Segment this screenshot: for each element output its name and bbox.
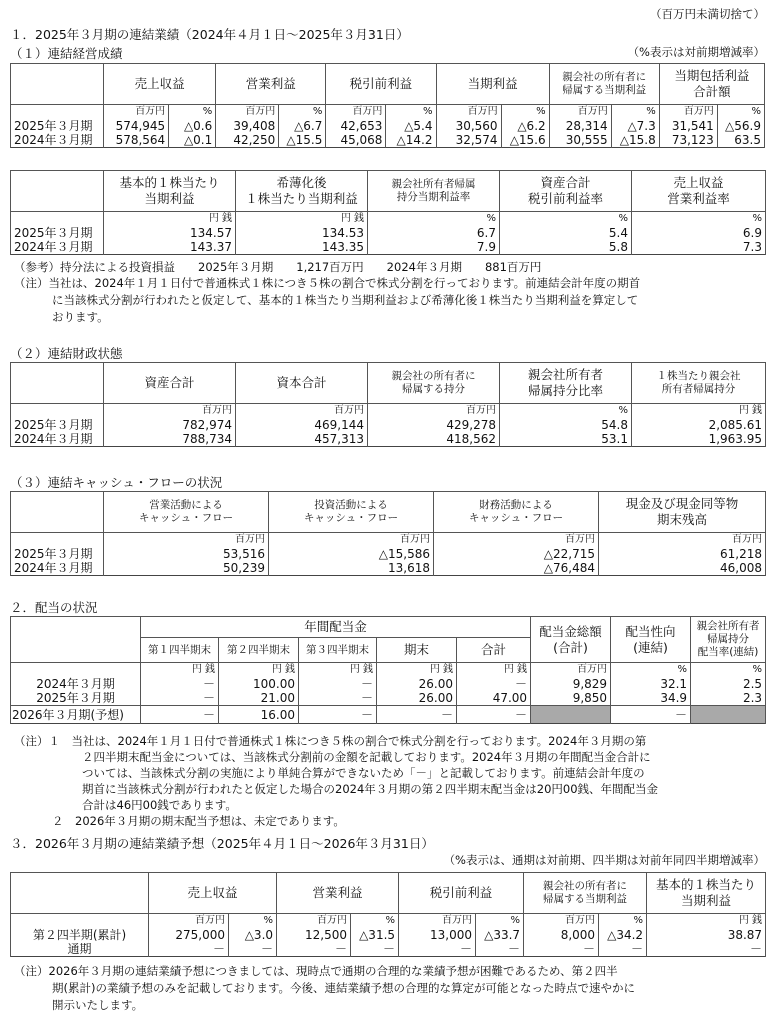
table-cell: △15.6 bbox=[501, 133, 549, 148]
table-cell: △31.5 bbox=[351, 928, 399, 942]
column-header: 当期包括利益 合計額 bbox=[659, 64, 764, 105]
table-cell: 275,000 bbox=[149, 928, 229, 942]
row-label: 2024年３月期 bbox=[11, 240, 104, 255]
table-cell: 457,313 bbox=[236, 432, 368, 447]
column-header: 売上収益 bbox=[104, 64, 216, 105]
table-cell: 53,516 bbox=[104, 547, 269, 561]
row-label: 2025年３月期 bbox=[11, 418, 104, 432]
unit-label: % bbox=[229, 914, 277, 929]
table-row bbox=[11, 677, 766, 691]
table-cell: 42,250 bbox=[216, 133, 279, 148]
column-header: 税引前利益 bbox=[326, 64, 436, 105]
column-header: 営業利益 bbox=[277, 873, 399, 914]
units-row bbox=[11, 914, 766, 929]
unit-label: 円 銭 bbox=[647, 914, 766, 929]
note-line: 期(累計)の業績予想のみを記載しております。今後、連結業績予想の合理的な算定が可能となった時点で速やかに bbox=[52, 981, 636, 995]
row-label: 2026年３月期(予想) bbox=[11, 706, 141, 724]
table-cell: 63.5 bbox=[717, 133, 764, 148]
table-cell: 16.00 bbox=[219, 706, 299, 724]
column-header: 合計 bbox=[457, 638, 531, 663]
table-cell: 143.37 bbox=[104, 240, 236, 255]
note-line: （注）１ 当社は、2024年１月１日付で普通株式１株につき５株の割合で株式分割を行っております。2024年３月期の第 bbox=[14, 734, 647, 748]
table-cell: 5.4 bbox=[500, 226, 632, 240]
column-header bbox=[11, 617, 141, 663]
table-cell: △15,586 bbox=[269, 547, 434, 561]
table-cell: 469,144 bbox=[236, 418, 368, 432]
table-cell: 47.00 bbox=[457, 691, 531, 706]
table-row bbox=[11, 240, 766, 255]
column-header: 営業利益 bbox=[216, 64, 326, 105]
table-cell: － bbox=[457, 706, 531, 724]
column-header bbox=[11, 171, 104, 212]
table-cell: △7.3 bbox=[611, 119, 659, 133]
subsection-3-title: （３）連結キャッシュ・フローの状況 bbox=[10, 475, 223, 490]
column-header: 希薄化後 １株当たり当期利益 bbox=[236, 171, 368, 212]
column-header: 親会社の所有者に 帰属する当期利益 bbox=[549, 64, 659, 105]
note-line: ２四半期末配当金については、当該株式分割前の金額を記載しております。2024年３月期の年間配当金合計に bbox=[82, 750, 651, 764]
table-cell: △22,715 bbox=[434, 547, 599, 561]
column-header: 配当金総額 (合計) bbox=[531, 617, 611, 663]
column-header: 当期利益 bbox=[436, 64, 549, 105]
per-share-table bbox=[10, 170, 766, 255]
cash-flow-table bbox=[10, 491, 766, 576]
unit-label: % bbox=[599, 914, 647, 929]
section-2-title: ２．配当の状況 bbox=[10, 600, 98, 615]
note-line: おります。 bbox=[52, 310, 109, 324]
column-header: 売上収益 営業利益率 bbox=[632, 171, 766, 212]
note-s2 bbox=[14, 733, 658, 829]
column-header: 投資活動による キャッシュ・フロー bbox=[269, 492, 434, 533]
note-s1 bbox=[14, 275, 640, 326]
table-cell: 26.00 bbox=[377, 677, 457, 691]
note-line: （注）当社は、2024年１月１日付で普通株式１株につき５株の割合で株式分割を行っております。前連結会計年度の期首 bbox=[14, 276, 641, 290]
header-row bbox=[11, 873, 766, 914]
column-header bbox=[11, 873, 149, 914]
reference-equity-method: （参考）持分法による投資損益 2025年３月期 1,217百万円 2024年３月期 881百万円 bbox=[14, 260, 542, 274]
table-cell: 2.3 bbox=[691, 691, 766, 706]
column-header: 年間配当金 bbox=[141, 617, 531, 638]
unit-label: 円 銭 bbox=[236, 212, 368, 227]
header-row bbox=[11, 171, 766, 212]
unit-label: 百万円 bbox=[104, 105, 169, 120]
table-cell: － bbox=[524, 942, 599, 957]
table-cell: △3.0 bbox=[229, 928, 277, 942]
unit-label bbox=[11, 212, 104, 227]
table-cell: 8,000 bbox=[524, 928, 599, 942]
subsection-1-note: （%表示は対前期増減率） bbox=[627, 45, 765, 59]
table-row bbox=[11, 133, 765, 148]
table-cell: △6.2 bbox=[501, 119, 549, 133]
column-header: 親会社所有者帰属 持分当期利益率 bbox=[368, 171, 500, 212]
units-row bbox=[11, 105, 765, 120]
table-cell: 7.3 bbox=[632, 240, 766, 255]
table-cell: 46,008 bbox=[599, 561, 766, 576]
unit-label: % bbox=[351, 914, 399, 929]
table-cell: 30,560 bbox=[436, 119, 501, 133]
unit-label: 百万円 bbox=[599, 533, 766, 548]
column-header: 税引前利益 bbox=[399, 873, 524, 914]
note-line: に当該株式分割が行われたと仮定して、基本的１株当たり当期利益および希薄化後１株当たり当期利益を算定して bbox=[52, 293, 639, 307]
column-header: 親会社の所有者に 帰属する当期利益 bbox=[524, 873, 647, 914]
table-cell: 32,574 bbox=[436, 133, 501, 148]
column-header: 配当性向 (連結) bbox=[611, 617, 691, 663]
table-cell: 38.87 bbox=[647, 928, 766, 942]
table-cell: 12,500 bbox=[277, 928, 351, 942]
table-cell: △15.8 bbox=[611, 133, 659, 148]
unit-label: 百万円 bbox=[434, 533, 599, 548]
column-header: 基本的１株当たり 当期利益 bbox=[647, 873, 766, 914]
financial-position-table bbox=[10, 362, 766, 447]
table-row bbox=[11, 928, 766, 942]
note-line: 合計は46円00銭であります。 bbox=[82, 798, 237, 812]
table-cell: △34.2 bbox=[599, 928, 647, 942]
note-line: 開示いたします。 bbox=[52, 998, 144, 1012]
column-header: 第１四半期末 bbox=[141, 638, 219, 663]
unit-label bbox=[11, 404, 104, 419]
table-row bbox=[11, 561, 766, 576]
table-cell: － bbox=[299, 691, 377, 706]
table-row bbox=[11, 547, 766, 561]
unit-label: 百万円 bbox=[659, 105, 717, 120]
unit-label bbox=[11, 914, 149, 929]
table-row bbox=[11, 418, 766, 432]
table-cell: 50,239 bbox=[104, 561, 269, 576]
table-cell: 134.53 bbox=[236, 226, 368, 240]
note-line: ２ 2026年３月期の期末配当予想は、未定であります。 bbox=[52, 814, 345, 828]
table-cell: － bbox=[476, 942, 524, 957]
unit-label: 百万円 bbox=[326, 105, 386, 120]
table-cell bbox=[531, 706, 611, 724]
table-cell: － bbox=[299, 677, 377, 691]
unit-label: % bbox=[501, 105, 549, 120]
table-cell: － bbox=[141, 677, 219, 691]
table-row bbox=[11, 432, 766, 447]
column-header: 現金及び現金同等物 期末残高 bbox=[599, 492, 766, 533]
unit-label: % bbox=[169, 105, 216, 120]
row-label: 2024年３月期 bbox=[11, 677, 141, 691]
note-line: （注）2026年３月期の連結業績予想につきましては、現時点で通期の合理的な業績予想が困難であるため、第２四半 bbox=[14, 964, 618, 978]
subsection-2-title: （２）連結財政状態 bbox=[10, 346, 123, 361]
table-cell: 1,963.95 bbox=[632, 432, 766, 447]
section-1-title: １．2025年３月期の連結業績（2024年４月１日～2025年３月31日） bbox=[10, 27, 409, 42]
table-cell: △33.7 bbox=[476, 928, 524, 942]
table-cell: － bbox=[457, 677, 531, 691]
row-label: 通期 bbox=[11, 942, 149, 957]
unit-label: 百万円 bbox=[368, 404, 500, 419]
unit-label: 百万円 bbox=[277, 914, 351, 929]
forecast-table bbox=[10, 872, 766, 957]
row-label: 2024年３月期 bbox=[11, 432, 104, 447]
note-line: 期首に当該株式分割が行われたと仮定した場合の2024年３月期の第２四半期末配当金は20円00銭、年間配当金 bbox=[82, 782, 659, 796]
table-cell: △14.2 bbox=[386, 133, 436, 148]
table-cell: 6.7 bbox=[368, 226, 500, 240]
table-cell: － bbox=[299, 706, 377, 724]
table-cell: 39,408 bbox=[216, 119, 279, 133]
row-label: 第２四半期(累計) bbox=[11, 928, 149, 942]
column-header: 基本的１株当たり 当期利益 bbox=[104, 171, 236, 212]
table-cell: － bbox=[599, 942, 647, 957]
unit-note: （百万円未満切捨て） bbox=[650, 7, 765, 21]
table-cell: 13,618 bbox=[269, 561, 434, 576]
header-row bbox=[11, 492, 766, 533]
column-header: 親会社所有者 帰属持分 配当率(連結) bbox=[691, 617, 766, 663]
unit-label: % bbox=[279, 105, 326, 120]
table-cell: 788,734 bbox=[104, 432, 236, 447]
table-cell: 418,562 bbox=[368, 432, 500, 447]
table-cell: 54.8 bbox=[500, 418, 632, 432]
unit-label: % bbox=[691, 663, 766, 678]
table-cell: － bbox=[141, 706, 219, 724]
table-cell: △0.1 bbox=[169, 133, 216, 148]
units-row bbox=[11, 212, 766, 227]
unit-label: % bbox=[611, 105, 659, 120]
row-label: 2025年３月期 bbox=[11, 119, 104, 133]
unit-label: % bbox=[500, 404, 632, 419]
column-header bbox=[11, 363, 104, 404]
table-cell: － bbox=[377, 706, 457, 724]
column-header bbox=[11, 64, 104, 105]
table-cell: － bbox=[277, 942, 351, 957]
table-row bbox=[11, 942, 766, 957]
table-cell: 2,085.61 bbox=[632, 418, 766, 432]
table-cell: 578,564 bbox=[104, 133, 169, 148]
table-cell: △76,484 bbox=[434, 561, 599, 576]
table-cell: △15.5 bbox=[279, 133, 326, 148]
note-s3 bbox=[14, 963, 635, 1014]
column-header: 親会社所有者 帰属持分比率 bbox=[500, 363, 632, 404]
table-cell: 30,555 bbox=[549, 133, 611, 148]
unit-label bbox=[11, 663, 141, 678]
table-cell bbox=[691, 706, 766, 724]
unit-label: % bbox=[368, 212, 500, 227]
table-cell: 31,541 bbox=[659, 119, 717, 133]
unit-label: 百万円 bbox=[216, 105, 279, 120]
header-row bbox=[11, 617, 766, 638]
unit-label: 円 銭 bbox=[219, 663, 299, 678]
column-header: 売上収益 bbox=[149, 873, 277, 914]
consolidated-results-table bbox=[10, 63, 765, 148]
header-row bbox=[11, 64, 765, 105]
unit-label: % bbox=[386, 105, 436, 120]
dividend-table bbox=[10, 616, 766, 724]
unit-label: 百万円 bbox=[149, 914, 229, 929]
unit-label: 円 銭 bbox=[377, 663, 457, 678]
table-cell: 143.35 bbox=[236, 240, 368, 255]
column-header: 資本合計 bbox=[236, 363, 368, 404]
unit-label: % bbox=[717, 105, 764, 120]
table-cell: － bbox=[141, 691, 219, 706]
column-header: 資産合計 税引前利益率 bbox=[500, 171, 632, 212]
forecast-row bbox=[11, 706, 766, 724]
unit-label: 百万円 bbox=[436, 105, 501, 120]
column-header: 親会社の所有者に 帰属する持分 bbox=[368, 363, 500, 404]
section-3-title: ３．2026年３月期の連結業績予想（2025年４月１日～2026年３月31日） bbox=[10, 836, 434, 851]
table-cell: 53.1 bbox=[500, 432, 632, 447]
table-cell: － bbox=[647, 942, 766, 957]
subsection-1-title: （１）連結経営成績 bbox=[10, 46, 123, 61]
units-row bbox=[11, 404, 766, 419]
column-header: 第３四半期末 bbox=[299, 638, 377, 663]
table-cell: － bbox=[149, 942, 229, 957]
unit-label bbox=[11, 105, 104, 120]
unit-label: % bbox=[500, 212, 632, 227]
column-header: 第２四半期末 bbox=[219, 638, 299, 663]
note-line: ついては、当該株式分割の実施により単純合算ができないため「－」と記載しております。前連結会計年度の bbox=[82, 766, 645, 780]
table-cell: 42,653 bbox=[326, 119, 386, 133]
column-header: １株当たり親会社 所有者帰属持分 bbox=[632, 363, 766, 404]
table-cell: △6.7 bbox=[279, 119, 326, 133]
table-cell: 2.5 bbox=[691, 677, 766, 691]
row-label: 2025年３月期 bbox=[11, 226, 104, 240]
units-row bbox=[11, 663, 766, 678]
table-cell: 7.9 bbox=[368, 240, 500, 255]
table-cell: △0.6 bbox=[169, 119, 216, 133]
units-row bbox=[11, 533, 766, 548]
unit-label: 百万円 bbox=[531, 663, 611, 678]
unit-label: 百万円 bbox=[104, 533, 269, 548]
unit-label: 円 銭 bbox=[632, 404, 766, 419]
unit-label: % bbox=[611, 663, 691, 678]
table-cell: 45,068 bbox=[326, 133, 386, 148]
unit-label: 円 銭 bbox=[104, 212, 236, 227]
row-label: 2024年３月期 bbox=[11, 561, 104, 576]
table-cell: △56.9 bbox=[717, 119, 764, 133]
table-cell: 9,829 bbox=[531, 677, 611, 691]
unit-label: 百万円 bbox=[269, 533, 434, 548]
unit-label: 円 銭 bbox=[457, 663, 531, 678]
row-label: 2024年３月期 bbox=[11, 133, 104, 148]
unit-label: 円 銭 bbox=[141, 663, 219, 678]
table-cell: 134.57 bbox=[104, 226, 236, 240]
table-cell: 6.9 bbox=[632, 226, 766, 240]
unit-label: 百万円 bbox=[524, 914, 599, 929]
table-cell: 5.8 bbox=[500, 240, 632, 255]
table-cell: － bbox=[351, 942, 399, 957]
table-cell: 574,945 bbox=[104, 119, 169, 133]
table-cell: 21.00 bbox=[219, 691, 299, 706]
table-cell: 429,278 bbox=[368, 418, 500, 432]
column-header: 資産合計 bbox=[104, 363, 236, 404]
table-cell: － bbox=[399, 942, 476, 957]
table-cell: 9,850 bbox=[531, 691, 611, 706]
unit-label: 百万円 bbox=[399, 914, 476, 929]
table-row bbox=[11, 691, 766, 706]
table-cell: 28,314 bbox=[549, 119, 611, 133]
unit-label: 百万円 bbox=[104, 404, 236, 419]
table-cell: 26.00 bbox=[377, 691, 457, 706]
row-label: 2025年３月期 bbox=[11, 547, 104, 561]
unit-label: % bbox=[632, 212, 766, 227]
header-row bbox=[11, 363, 766, 404]
unit-label: 円 銭 bbox=[299, 663, 377, 678]
table-cell: － bbox=[611, 706, 691, 724]
table-cell: 100.00 bbox=[219, 677, 299, 691]
table-cell: 34.9 bbox=[611, 691, 691, 706]
column-header bbox=[11, 492, 104, 533]
table-cell: 13,000 bbox=[399, 928, 476, 942]
table-cell: 73,123 bbox=[659, 133, 717, 148]
row-label: 2025年３月期 bbox=[11, 691, 141, 706]
unit-label bbox=[11, 533, 104, 548]
column-header: 財務活動による キャッシュ・フロー bbox=[434, 492, 599, 533]
table-row bbox=[11, 226, 766, 240]
unit-label: 百万円 bbox=[236, 404, 368, 419]
table-cell: － bbox=[229, 942, 277, 957]
column-header: 営業活動による キャッシュ・フロー bbox=[104, 492, 269, 533]
table-cell: 782,974 bbox=[104, 418, 236, 432]
unit-label: % bbox=[476, 914, 524, 929]
section-3-note: （%表示は、通期は対前期、四半期は対前年同四半期増減率） bbox=[443, 853, 765, 867]
column-header: 期末 bbox=[377, 638, 457, 663]
table-row bbox=[11, 119, 765, 133]
table-cell: △5.4 bbox=[386, 119, 436, 133]
unit-label: 百万円 bbox=[549, 105, 611, 120]
table-cell: 32.1 bbox=[611, 677, 691, 691]
table-cell: 61,218 bbox=[599, 547, 766, 561]
